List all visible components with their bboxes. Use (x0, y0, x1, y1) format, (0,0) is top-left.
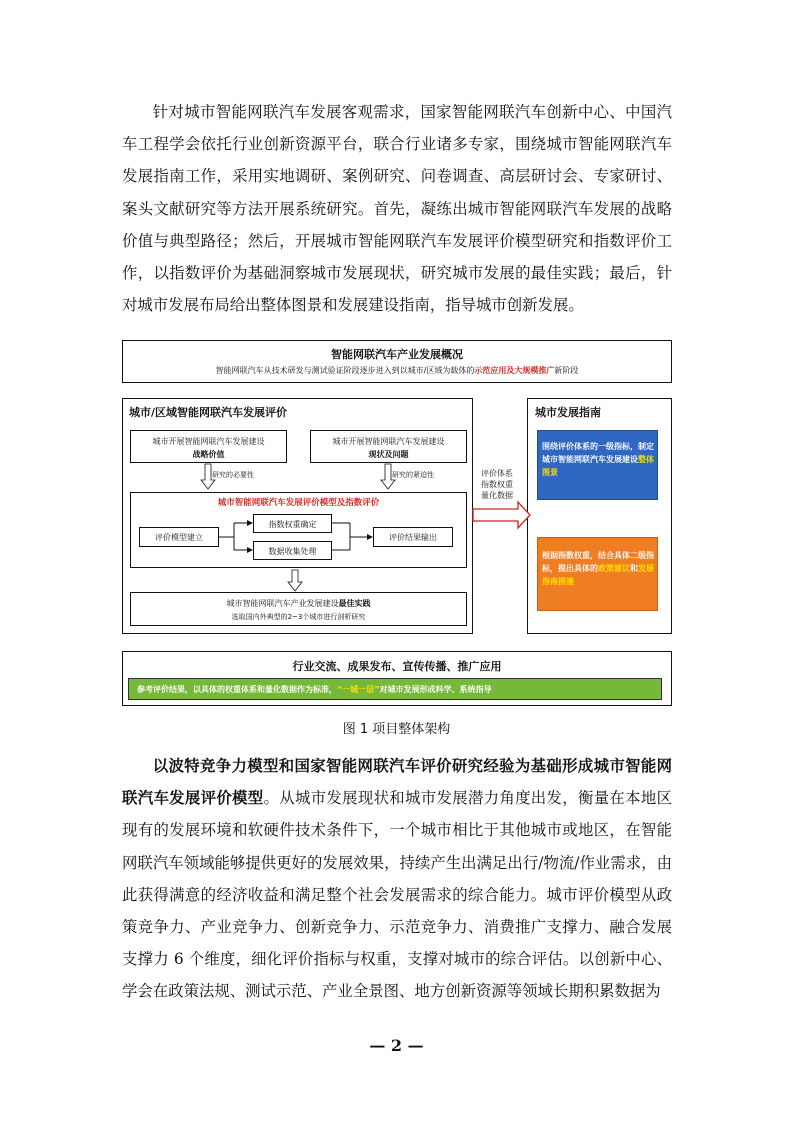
model-paragraph-body: 。从城市发展现状和城市发展潜力角度出发，衡量在本地区现有的发展环境和软硬件技术条件下，一个城市相比于其他城市或地区，在智能网联汽车领域能够提供更好的发展效果，持续产生出满足出行/物流/作业需求，由此获得满意的经济收益和满足整个社会发展需求的综合能力。城市评价模型从政策竞争力、产业竞争力、创新竞争力、示范竞争力、消费推广支撑力、融合发展支撑力 6 个维度，细化评价指标与权重，支撑对城市的综合评估。以创新中心、学会在政策法规、测试示范、产业全景图、地方创新资源等领域长期积累数据为 (122, 789, 672, 1001)
best-practice-line1: 城市智能网联汽车产业发展建设最佳实践 (226, 599, 371, 608)
page-number: — 2 — (369, 1036, 424, 1055)
down-arrow-bottom (288, 570, 302, 591)
arrowhead-output (367, 534, 373, 540)
status-problem-line2: 现状及问题 (368, 450, 409, 459)
arrowhead-collect (247, 547, 253, 553)
transfer-label-1: 评价体系 (481, 469, 513, 478)
data-collect-label: 数据收集处理 (268, 547, 317, 556)
model-paragraph-lead: 以波特竞争力模型和国家智能网联汽车评价研究经验为基础形成城市智能网联汽车发展评价模型 (122, 757, 672, 808)
industry-overview-title: 智能网联汽车产业发展概况 (331, 348, 463, 361)
evaluation-model-title: 城市智能网联汽车发展评价模型及指数评价 (217, 498, 380, 508)
urgency-note: 研究的紧迫性 (392, 471, 434, 479)
city-guide-title: 城市发展指南 (535, 406, 601, 419)
overall-picture-text: 围绕评价体系的一级指标，制定城市智能网联汽车发展建设整体图景 (542, 442, 654, 477)
arrowhead-weight (247, 520, 253, 526)
best-practice-line2: 选取国内外典型的2~3个城市进行剖析研究 (231, 613, 366, 621)
strategic-value-line2: 战略价值 (192, 450, 225, 459)
strategic-value-line1: 城市开展智能网联汽车发展建设 (152, 437, 265, 446)
result-output-label: 评价结果输出 (389, 533, 437, 542)
figure-caption: 图 1 项目整体架构 (342, 722, 451, 737)
promotion-green-text: 参考评价结果，以具体的权重体系和量化数据作为标准，“一城一层”对城市发展形成科学、系统指导 (137, 685, 492, 694)
model-build-label: 评价模型建立 (155, 533, 203, 542)
necessity-note: 研究的必要性 (212, 471, 254, 479)
transfer-arrow (473, 502, 530, 528)
transfer-label-3: 量化数据 (481, 491, 513, 500)
status-problem-line1: 城市开展智能网联汽车发展建设 (332, 437, 445, 446)
promotion-title: 行业交流、成果发布、宣传传播、推广应用 (292, 660, 502, 673)
down-arrow-right (381, 464, 395, 489)
industry-overview-subtitle: 智能网联汽车从技术研发与测试验证阶段逐步进入到以城市/区域为载体的示范应用及大规模推广新阶段 (215, 366, 579, 375)
down-arrow-left (201, 464, 215, 489)
transfer-label-2: 指数权重 (481, 480, 513, 489)
model-paragraph (122, 750, 672, 1008)
policy-advice-text: 根据指数权重，结合具体二级指标，提出具体的政策建议和发展指南措施 (542, 551, 654, 586)
weight-label: 指数权重确定 (268, 520, 317, 529)
intro-paragraph: 针对城市智能网联汽车发展客观需求，国家智能网联汽车创新中心、中国汽车工程学会依托行业创新资源平台，联合行业诸多专家，围绕城市智能网联汽车发展指南工作，采用实地调研、案例研究、问卷调查、高层研讨会、专家研讨、案头文献研究等方法开展系统研究。首先，凝练出城市智能网联汽车发展的战略价值与典型路径；然后，开展城市智能网联汽车发展评价模型研究和指数评价工作，以指数评价为基础洞察城市发展现状，研究城市发展的最佳实践；最后，针对城市发展布局给出整体图景和发展建设指南，指导城市创新发展。 (122, 103, 672, 315)
city-evaluation-title: 城市/区域智能网联汽车发展评价 (129, 406, 288, 419)
